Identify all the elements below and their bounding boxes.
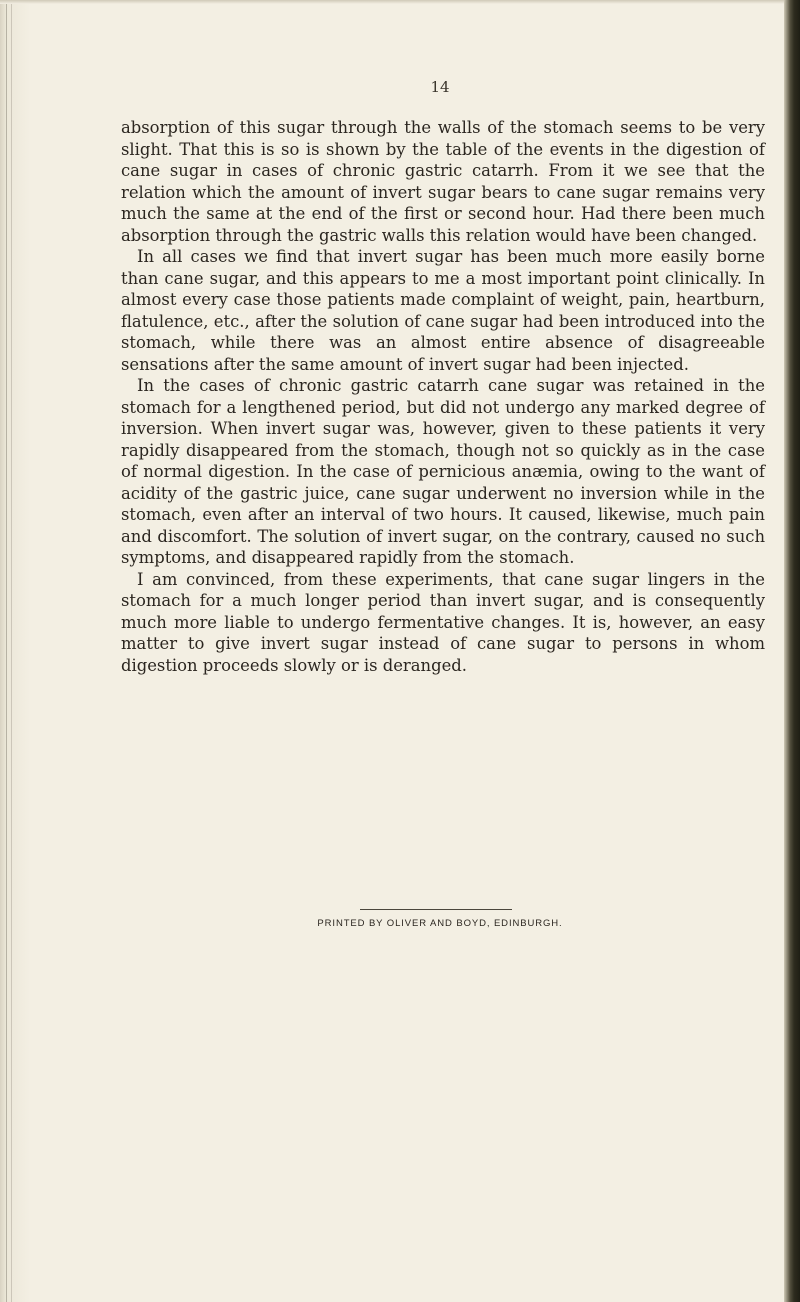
- page-top-edge: [0, 0, 800, 4]
- page-number: 14: [430, 78, 450, 96]
- paragraph: In all cases we find that invert sugar has been much more easily borne than cane sugar, and this appears to me a most important point clinically. In almost every case those patients made complaint of weight, pain, heartburn, flatulence, etc., after the solution of cane sugar had been introduced into the stomach, while there was an almost entire absence of disagreeable sensations after the same amount of invert sugar had been injected.: [121, 247, 765, 374]
- paragraph: In the cases of chronic gastric catarrh cane sugar was retained in the stomach for a lengthened period, but did not undergo any marked degree of inversion. When invert sugar was, however, given to these patients it very rapidly disappeared from the stomach, though not so quickly as in the case of normal digestion. In the case of pernicious anæmia, owing to the want of acidity of the gastric juice, cane sugar underwent no inversion while in the stomach, even after an interval of two hours. It caused, likewise, much pain and discomfort. The solution of invert sugar, on the contrary, caused no such symptoms, and disappeared rapidly from the stomach.: [121, 376, 765, 567]
- binding-line: [11, 0, 12, 1302]
- body-text: [121, 117, 765, 676]
- page-right-edge: [784, 0, 800, 1302]
- binding-edge: [0, 0, 30, 1302]
- paragraph: I am convinced, from these experiments, that cane sugar lingers in the stomach for a much longer period than invert sugar, and is consequently much more liable to undergo fermentative changes. It is, however, an easy matter to give invert sugar instead of cane sugar to persons in whom digestion proceeds slowly or is deranged.: [121, 569, 765, 675]
- binding-line: [6, 0, 7, 1302]
- footer-rule: [360, 909, 512, 910]
- printer-imprint: PRINTED BY OLIVER AND BOYD, EDINBURGH.: [317, 918, 563, 929]
- paragraph: absorption of this sugar through the walls of the stomach seems to be very slight. That this is so is shown by the table of the events in the digestion of cane sugar in cases of chronic gastric catarrh. From it we see that the relation which the amount of invert sugar bears to cane sugar remains very much the same at the end of the first or second hour. Had there been much absorption through the gastric walls this relation would have been changed.: [121, 118, 765, 245]
